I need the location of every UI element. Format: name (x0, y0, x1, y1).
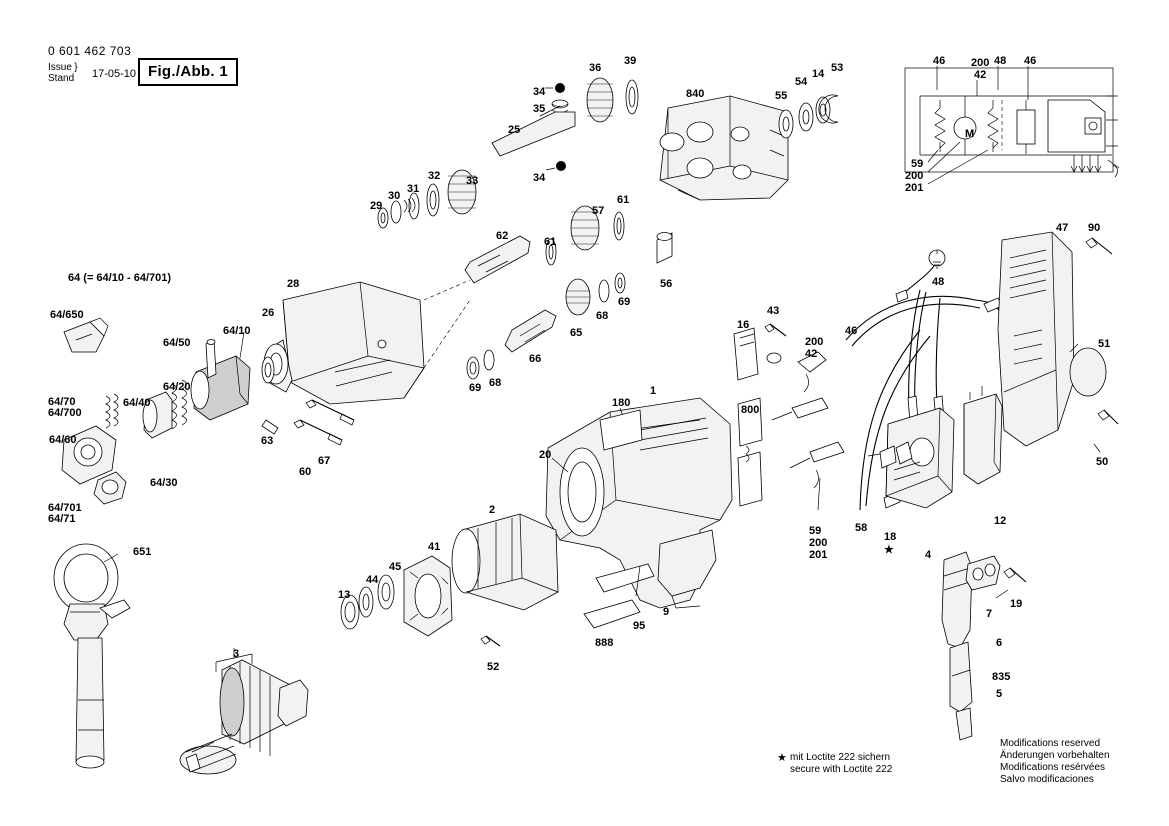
callout-7: 7 (986, 608, 993, 620)
issue-date: 17-05-10 (92, 68, 137, 80)
callout-30: 30 (388, 190, 401, 202)
callout-20: 20 (539, 449, 552, 461)
callout-64/700: 64/700 (48, 407, 82, 419)
callout-43: 43 (767, 305, 780, 317)
callout-800: 800 (741, 404, 760, 416)
callout-52: 52 (487, 661, 500, 673)
callout-51: 51 (1098, 338, 1111, 350)
figure-label: Fig./Abb. 1 (138, 58, 238, 86)
callout-34: 34 (533, 172, 546, 184)
callout-34: 34 (533, 86, 546, 98)
callout-64/20: 64/20 (163, 381, 191, 393)
loctite-note-de: mit Loctite 222 sichern (790, 752, 891, 763)
callout-200: 200 (905, 170, 924, 182)
callout-45: 45 (389, 561, 402, 573)
modifications-fr: Modifications resérvées (1000, 762, 1106, 773)
stand-label: Stand (48, 73, 75, 84)
callout-64/71: 64/71 (48, 513, 76, 525)
callout-46: 46 (1024, 55, 1037, 67)
callout-25: 25 (508, 124, 521, 136)
callout-888: 888 (595, 637, 614, 649)
callout-2: 2 (489, 504, 496, 516)
callout-: ★ (884, 544, 894, 556)
callout-32: 32 (428, 170, 441, 182)
callout-835: 835 (992, 671, 1011, 683)
callout-651: 651 (133, 546, 152, 558)
callout-201: 201 (905, 182, 924, 194)
issue-stand-block: Issue } Stand (48, 62, 78, 84)
callout-46: 46 (933, 55, 946, 67)
callout-54: 54 (795, 76, 808, 88)
callout-56: 56 (660, 278, 673, 290)
callout-59: 59 (809, 525, 822, 537)
callout-31: 31 (407, 183, 420, 195)
callout-39: 39 (624, 55, 637, 67)
callout-64/70: 64/70 (48, 396, 76, 408)
callout-68: 68 (596, 310, 609, 322)
callout-201: 201 (809, 549, 828, 561)
callout-95: 95 (633, 620, 646, 632)
power-cord-assembly (942, 552, 1026, 740)
callout-1: 1 (650, 385, 657, 397)
callout-44: 44 (366, 574, 379, 586)
callout-61: 61 (617, 194, 630, 206)
callout-M: M (965, 128, 975, 140)
callout-42: 42 (805, 348, 818, 360)
callout-68: 68 (489, 377, 502, 389)
modifications-en: Modifications reserved (1000, 738, 1101, 749)
callout-28: 28 (287, 278, 300, 290)
callout-4: 4 (925, 549, 932, 561)
callout-42: 42 (974, 69, 987, 81)
loctite-note-en: secure with Loctite 222 (790, 764, 893, 775)
callout-200: 200 (805, 336, 824, 348)
gear-case-28 (262, 280, 470, 445)
star-icon: ★ (777, 752, 787, 764)
callout-26: 26 (262, 307, 275, 319)
callout-61: 61 (544, 236, 557, 248)
callout-59: 59 (911, 158, 924, 170)
callout-200: 200 (971, 57, 990, 69)
callout-67: 67 (318, 455, 331, 467)
callout-180: 180 (612, 397, 631, 409)
callout-6: 6 (996, 637, 1003, 649)
callout-64/60: 64/60 (49, 434, 77, 446)
callout-47: 47 (1056, 222, 1069, 234)
callout-53: 53 (831, 62, 844, 74)
modifications-de: Änderungen vorbehalten (1000, 750, 1110, 761)
modifications-es: Salvo modificaciones (1000, 774, 1094, 785)
callout-58: 58 (855, 522, 868, 534)
armature-3 (180, 648, 308, 774)
callout-64/10: 64/10 (223, 325, 251, 337)
callout-46: 46 (845, 325, 858, 337)
callout-64/650: 64/650 (50, 309, 84, 321)
motor-housing-1 (546, 398, 732, 628)
callout-50: 50 (1096, 456, 1109, 468)
callout-63: 63 (261, 435, 274, 447)
side-handle-651 (54, 544, 130, 768)
callout-33: 33 (466, 175, 479, 187)
seal-ring-stack (779, 95, 838, 138)
callout-200: 200 (809, 537, 828, 549)
callout-29: 29 (370, 200, 383, 212)
callout-9: 9 (663, 606, 670, 618)
callout-35: 35 (533, 103, 546, 115)
callout-90: 90 (1088, 222, 1101, 234)
callout-55: 55 (775, 90, 788, 102)
callout-62: 62 (496, 230, 509, 242)
callout-65: 65 (570, 327, 583, 339)
callout-69: 69 (469, 382, 482, 394)
callout-48: 48 (932, 276, 945, 288)
callout-66: 66 (529, 353, 542, 365)
callout-36: 36 (589, 62, 602, 74)
callout-64/30: 64/30 (150, 477, 178, 489)
callout-19: 19 (1010, 598, 1023, 610)
callout-12: 12 (994, 515, 1007, 527)
callout-41: 41 (428, 541, 441, 553)
callout-60: 60 (299, 466, 312, 478)
gear-housing-840 (660, 96, 788, 200)
callout-840: 840 (686, 88, 705, 100)
callout-14: 14 (812, 68, 825, 80)
group-64-note: 64 (= 64/10 - 64/701) (68, 272, 172, 284)
callout-13: 13 (338, 589, 351, 601)
callout-18: 18 (884, 531, 897, 543)
issue-label: Issue (48, 62, 72, 73)
callout-69: 69 (618, 296, 631, 308)
callout-64/701: 64/701 (48, 502, 82, 514)
callout-64/50: 64/50 (163, 337, 191, 349)
callout-3: 3 (233, 648, 240, 660)
wiring-schematic (905, 66, 1119, 184)
callout-57: 57 (592, 205, 605, 217)
callout-16: 16 (737, 319, 750, 331)
callout-64/40: 64/40 (123, 397, 151, 409)
callout-5: 5 (996, 688, 1003, 700)
part-number: 0 601 462 703 (48, 44, 132, 58)
callout-48: 48 (994, 55, 1007, 67)
